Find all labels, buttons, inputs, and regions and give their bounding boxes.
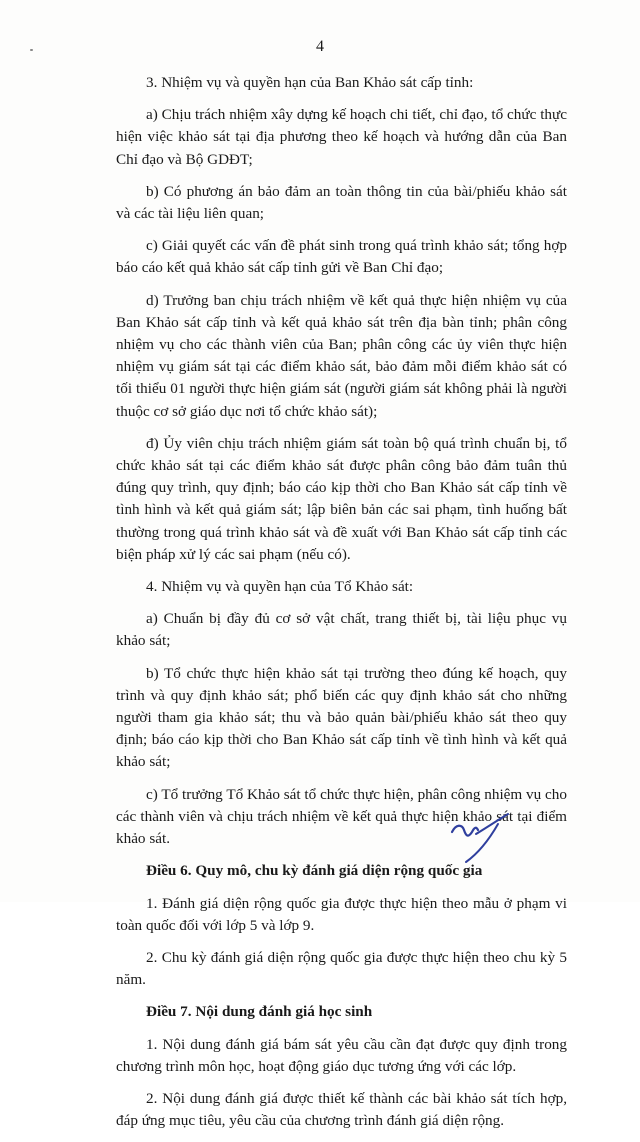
paragraph-4b: b) Tổ chức thực hiện khảo sát tại trường theo đúng kế hoạch, quy trình và quy định khảo sát; phổ biến các quy định khảo sát cho những người tham gia khảo sát; thu và bảo quản bài/phiếu khảo sát theo quy định; báo cáo kịp thời cho Ban Khảo sát cấp tỉnh về tình hình và kết quả khảo sát; bbox=[116, 664, 567, 771]
paragraph-3d: d) Trưởng ban chịu trách nhiệm về kết quả thực hiện nhiệm vụ của Ban Khảo sát cấp tỉnh và kết quả khảo sát trên địa bàn tỉnh; phân công nhiệm vụ cho các thành viên của Ban; phân công các ủy viên thực hiện nhiệm vụ giám sát tại các điểm khảo sát, bảo đảm mỗi điểm khảo sát có tối thiểu 01 người thực hiện giám sát (người giám sát không phải là người thuộc cơ sở giáo dục nơi tổ chức khảo sát); bbox=[116, 291, 567, 420]
paragraph-3a: a) Chịu trách nhiệm xây dựng kế hoạch chi tiết, chỉ đạo, tổ chức thực hiện việc khảo sát tại địa phương theo kế hoạch và hướng dẫn của Ban Chỉ đạo và Bộ GDĐT; bbox=[116, 106, 567, 168]
article-7-heading: Điều 7. Nội dung đánh giá học sinh bbox=[146, 1003, 373, 1021]
initials-signature-icon bbox=[446, 810, 516, 870]
paragraph-3c: c) Giải quyết các vấn đề phát sinh trong quá trình khảo sát; tổng hợp báo cáo kết quả khảo sát cấp tỉnh gửi về Ban Chỉ đạo; bbox=[116, 237, 567, 277]
page-number: 4 bbox=[316, 38, 324, 55]
paragraph-3b: b) Có phương án bảo đảm an toàn thông tin của bài/phiếu khảo sát và các tài liệu liên quan; bbox=[116, 182, 567, 223]
paragraph-section-3-title: 3. Nhiệm vụ và quyền hạn của Ban Khảo sát cấp tỉnh: bbox=[146, 74, 474, 91]
paragraph-3dd: đ) Ủy viên chịu trách nhiệm giám sát toàn bộ quá trình chuẩn bị, tổ chức khảo sát tại các điểm khảo sát được phân công bảo đảm tuân thủ đúng quy trình, quy định; báo cáo kịp thời cho Ban Khảo sát cấp tỉnh về tình hình và kết quả giám sát; lập biên bản các sai phạm, tình huống bất thường trong quá trình khảo sát và đề xuất với Ban Khảo sát cấp tỉnh các biện pháp xử lý các sai phạm (nếu có). bbox=[116, 434, 567, 563]
paragraph-4c: c) Tổ trưởng Tổ Khảo sát tổ chức thực hiện, phân công nhiệm vụ cho các thành viên và chịu trách nhiệm về kết quả thực hiện khảo sát tại điểm khảo sát. bbox=[116, 785, 567, 848]
paragraph-4a: a) Chuẩn bị đầy đủ cơ sở vật chất, trang thiết bị, tài liệu phục vụ khảo sát; bbox=[116, 610, 567, 650]
article-6-heading: Điều 6. Quy mô, chu kỳ đánh giá diện rộng quốc gia bbox=[146, 862, 483, 880]
paragraph-6-1: 1. Đánh giá diện rộng quốc gia được thực hiện theo mẫu ở phạm vi toàn quốc đối với lớp 5 và lớp 9. bbox=[116, 894, 567, 934]
paragraph-7-1: 1. Nội dung đánh giá bám sát yêu cầu cần đạt được quy định trong chương trình môn học, hoạt động giáo dục tương ứng với các lớp. bbox=[116, 1035, 567, 1075]
paragraph-6-2: 2. Chu kỳ đánh giá diện rộng quốc gia được thực hiện theo chu kỳ 5 năm. bbox=[116, 948, 567, 989]
document-body bbox=[116, 72, 567, 1142]
paragraph-7-2: 2. Nội dung đánh giá được thiết kế thành các bài khảo sát tích hợp, đáp ứng mục tiêu, yêu cầu của chương trình đánh giá diện rộng. bbox=[116, 1089, 567, 1130]
paragraph-section-4-title: 4. Nhiệm vụ và quyền hạn của Tổ Khảo sát: bbox=[146, 578, 414, 596]
